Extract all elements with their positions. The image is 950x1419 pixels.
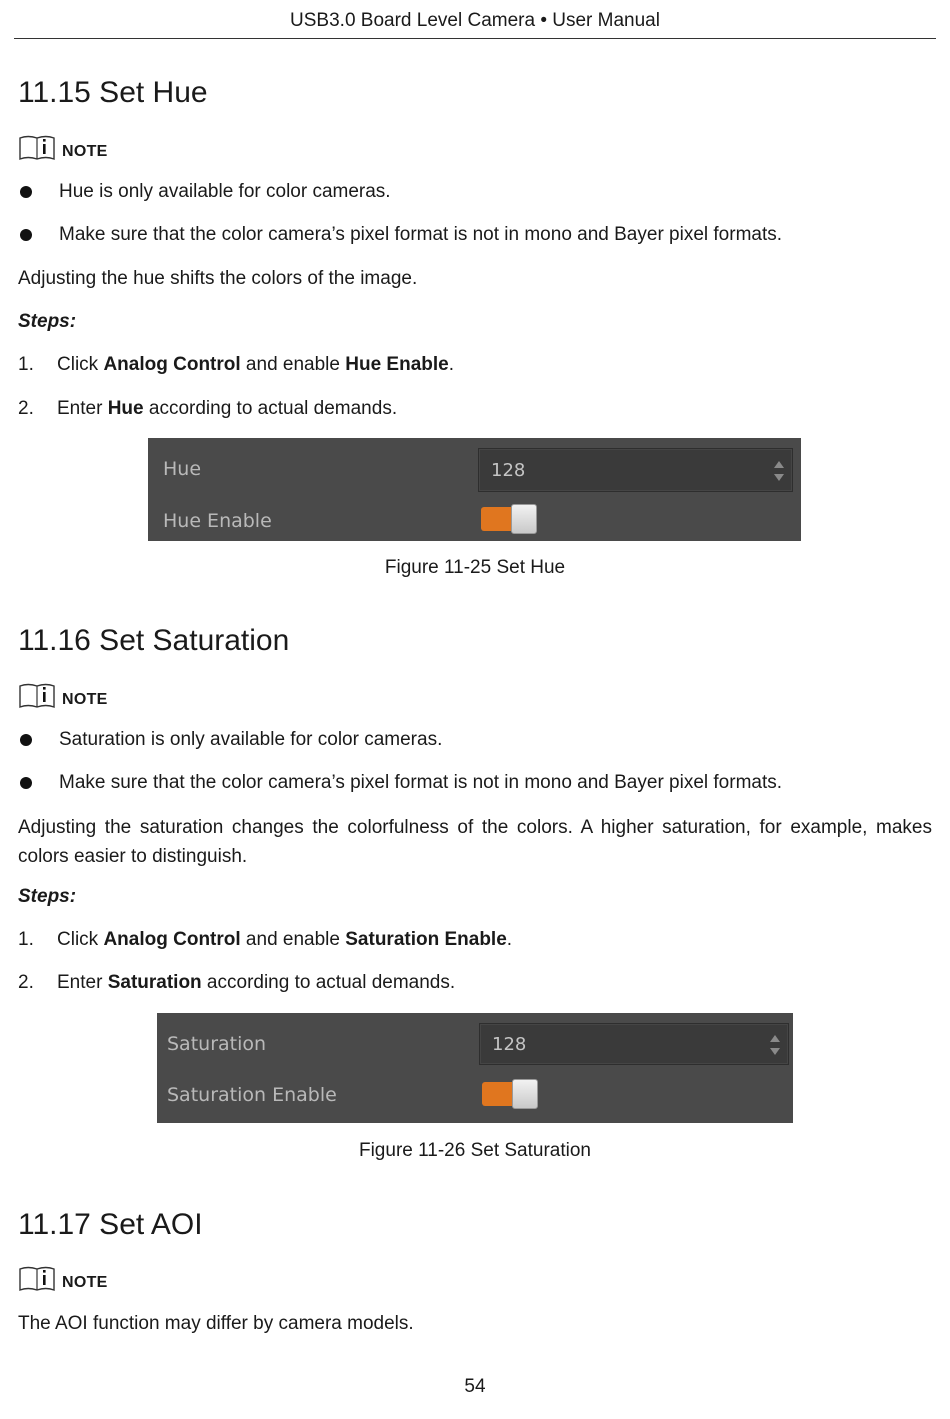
toggle-knob <box>512 1079 538 1109</box>
toggle-knob <box>511 504 537 534</box>
section-title-aoi: 11.17 Set AOI <box>18 1208 203 1241</box>
steps-label: Steps: <box>18 311 77 332</box>
bullet-text: Hue is only available for color cameras. <box>59 181 391 202</box>
step-1: 1. Click Analog Control and enable Saturation Enable. <box>18 929 513 950</box>
hue-value: 128 <box>491 459 526 481</box>
step-2: 2. Enter Hue according to actual demands. <box>18 398 398 419</box>
section-title-saturation: 11.16 Set Saturation <box>18 624 290 657</box>
bullet-dot-icon <box>20 229 32 241</box>
description: The AOI function may differ by camera models. <box>18 1313 414 1334</box>
note-info-icon <box>18 682 56 710</box>
description: Adjusting the hue shifts the colors of the image. <box>18 268 418 289</box>
bullet-item <box>18 772 782 794</box>
ui-term: Analog Control <box>103 929 241 950</box>
bullet-dot-icon <box>20 734 32 746</box>
note-hue <box>18 132 108 162</box>
ui-term: Saturation Enable <box>345 929 507 950</box>
note-label: NOTE <box>62 143 108 160</box>
description: Adjusting the saturation changes the colorfulness of the colors. A higher saturation, for example, makes colors easier to distinguish. <box>18 817 932 867</box>
bullet-text: Saturation is only available for color cameras. <box>59 729 443 750</box>
saturation-input[interactable] <box>479 1023 789 1065</box>
note-aoi <box>18 1263 108 1293</box>
note-info-icon <box>18 134 56 162</box>
ui-term: Analog Control <box>103 354 241 375</box>
saturation-enable-toggle[interactable] <box>482 1079 538 1109</box>
bullet-item <box>18 181 391 203</box>
saturation-enable-label: Saturation Enable <box>167 1084 337 1106</box>
ui-term: Saturation <box>107 972 202 993</box>
hue-enable-label: Hue Enable <box>163 510 272 532</box>
section-title-hue: 11.15 Set Hue <box>18 76 208 109</box>
steps-label: Steps: <box>18 886 77 907</box>
ui-term: Hue <box>107 398 144 419</box>
hue-enable-toggle[interactable] <box>481 504 537 534</box>
header-rule <box>14 38 936 39</box>
bullet-dot-icon <box>20 777 32 789</box>
running-header: USB3.0 Board Level Camera • User Manual <box>290 10 660 31</box>
figure-caption: Figure 11-26 Set Saturation <box>358 1140 591 1161</box>
bullet-text: Make sure that the color camera’s pixel format is not in mono and Bayer pixel formats. <box>59 224 783 245</box>
hue-input[interactable] <box>478 448 793 492</box>
figure-caption: Figure 11-25 Set Hue <box>384 557 566 578</box>
bullet-dot-icon <box>20 186 32 198</box>
step-2: 2. Enter Saturation according to actual demands. <box>18 972 456 993</box>
note-label: NOTE <box>62 1274 108 1291</box>
note-label: NOTE <box>62 691 108 708</box>
bullet-item <box>18 729 442 751</box>
spin-arrows-icon[interactable] <box>768 1027 782 1063</box>
hue-settings-panel <box>148 438 801 541</box>
saturation-settings-panel <box>157 1013 793 1123</box>
saturation-value: 128 <box>492 1033 527 1055</box>
spin-arrows-icon[interactable] <box>772 453 786 489</box>
bullet-text: Make sure that the color camera’s pixel format is not in mono and Bayer pixel formats. <box>59 772 783 793</box>
note-saturation <box>18 680 108 710</box>
page-number: 54 <box>464 1376 486 1397</box>
hue-label: Hue <box>163 458 202 480</box>
bullet-item <box>18 224 782 246</box>
saturation-label: Saturation <box>167 1033 267 1055</box>
step-1: 1. Click Analog Control and enable Hue Enable. <box>18 354 455 375</box>
ui-term: Hue Enable <box>345 354 449 375</box>
note-info-icon <box>18 1265 56 1293</box>
